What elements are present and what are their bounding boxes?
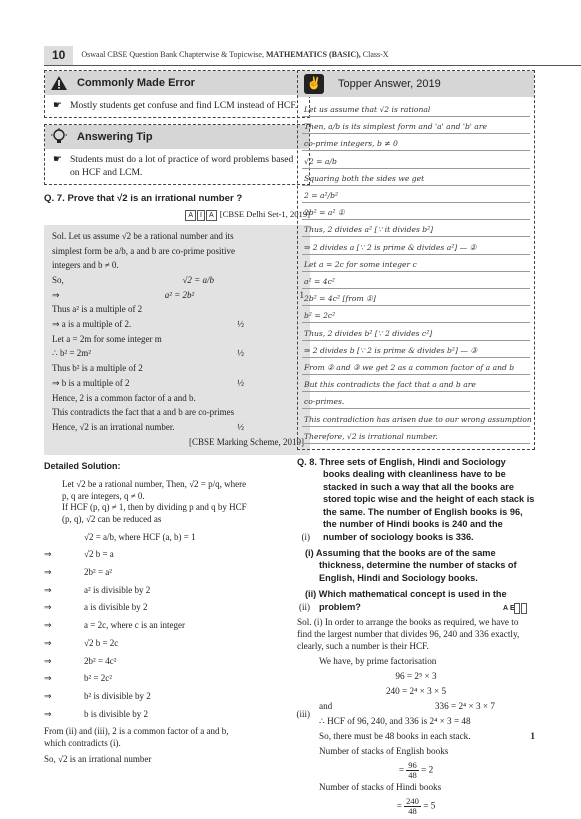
handwritten-line: This contradiction has arisen due to our wrong assumption <box>304 414 532 424</box>
handwritten-line: From ② and ③ we get 2 as a common factor of a and b <box>304 363 515 372</box>
ruled-line <box>302 271 530 272</box>
common-error-box <box>44 70 310 118</box>
ruled-line <box>302 133 530 134</box>
header-title: Oswaal CBSE Question Bank Chapterwise & Topicwise, MATHEMATICS (BASIC), Class-X <box>81 50 389 60</box>
detailed-step: ⇒ a² is divisible by 2 <box>44 584 151 595</box>
topper-answer-box <box>297 70 535 450</box>
detailed-step: ⇒ 2b² = a² <box>44 567 112 578</box>
detailed-step: ⇒ 2b² = 4c² <box>44 655 117 666</box>
ruled-line <box>302 322 530 323</box>
ruled-line <box>302 116 530 117</box>
ruled-line <box>302 219 530 220</box>
handwritten-line: But this contradicts the fact that a and b are <box>304 380 476 390</box>
handwritten-line: Let a = 2c for some integer c <box>304 259 417 269</box>
tag-a: A <box>514 603 520 614</box>
detailed-step: √2 = a/b, where HCF (a, b) = 1 (i) <box>84 531 310 542</box>
ruled-line <box>302 305 530 306</box>
warning-icon <box>49 73 69 93</box>
detailed-steps <box>44 532 310 721</box>
answering-tip-box <box>44 124 310 185</box>
detailed-step: ⇒ b is divisible by 2 (iii) <box>44 708 310 719</box>
handwritten-line: ⇒ 2 divides b [∵ 2 is prime & divides b²] — ③ <box>304 345 478 355</box>
ruled-line <box>302 236 530 237</box>
detailed-step: ⇒ a = 2c, where c is an integer <box>44 620 186 631</box>
lightbulb-icon <box>49 127 69 147</box>
pointer-icon: ☛ <box>53 100 62 111</box>
victory-hand-icon: ✌ <box>304 74 324 94</box>
ruled-line <box>302 426 530 427</box>
handwritten-line: 2 = a²/b² <box>304 191 339 200</box>
right-column <box>297 70 535 819</box>
common-error-title: Commonly Made Error <box>77 76 195 89</box>
ruled-line <box>302 391 530 392</box>
handwritten-line: Thus, 2 divides a² [∵ it divides b²] <box>304 225 434 235</box>
ruled-line <box>302 150 530 151</box>
tag-i: I <box>197 210 205 221</box>
detailed-step: ⇒ b² is divisible by 2 <box>44 690 151 701</box>
handwritten-line: co-prime integers, b ≠ 0 <box>304 139 398 149</box>
ruled-line <box>302 443 530 444</box>
handwritten-line: 2b² = a² ① <box>304 208 345 218</box>
marking-scheme-solution: Sol. Let us assume √2 be a rational number and its simplest form be a/b, a and b are co-prime positive integers and b ≠ 0. So, √2 = a/b ⇒ a² = 2b² 1 Thus a² is a multiple of 2 ⇒ a is a multiple of 2. ½ Let a = 2m for some integer m ∴ b² = 2m² ½ Thus b² is a multiple of 2 ⇒ b is a multiple of 2 ½ Hence, 2 is a common factor of a and b. This contradicts the fact that a and b are co-primes Hence, √2 is an irrational number. ½ [CBSE Marking Scheme, 2019] <box>44 225 310 455</box>
ruled-line <box>302 202 530 203</box>
common-error-text: Mostly students get confuse and find LCM instead of HCF. <box>69 100 298 111</box>
q7-source-row <box>44 209 310 221</box>
detailed-intro: Let √2 be a rational number, Then, √2 = p/q, where p, q are integers, q ≠ 0. If HCF (p, q) ≠ 1, then by dividing p and q by HCF (p, q), √2 can be reduced as <box>62 478 247 525</box>
tag-e: E <box>521 603 527 614</box>
handwritten-line: √2 = a/b <box>304 156 337 166</box>
ruled-line <box>302 288 530 289</box>
q8-question: Q. 8. Three sets of English, Hindi and Sociology books dealing with cleanliness have to be stacked in such a way that all the books are stored topic wise and the height of each stack is the same. The number of English books is 96, the number of Hindi books is 240 and the number of sociology books is 336. (i) Assuming that the books are of the same thickness, determine the number of stacks of English, Hindi and Sociology books. (ii) Which mathematical concept is used in the problem? A E <box>297 456 535 613</box>
ruled-line <box>302 357 530 358</box>
page-number: 10 <box>44 46 73 66</box>
handwritten-line: co-primes. <box>304 397 345 407</box>
left-column <box>44 70 310 765</box>
handwritten-line: 2b² = 4c² [from ①] <box>304 294 376 304</box>
answering-tip-text: Students must do a lot of practice of word problems based on HCF and LCM. <box>69 154 294 178</box>
topper-title: Topper Answer, 2019 <box>338 77 441 90</box>
detailed-conclusion: From (ii) and (iii), 2 is a common factor of a and b, which contradicts (i). So, √2 is an irrational number <box>44 726 229 764</box>
ruled-line <box>302 340 530 341</box>
detailed-step: ⇒ a is divisible by 2 (ii) <box>44 602 310 613</box>
handwritten-line: Let us assume that √2 is rational <box>304 105 431 114</box>
detailed-step: ⇒ √2 b = 2c <box>44 637 119 648</box>
ruled-line <box>302 408 530 409</box>
detailed-step: ⇒ b² = 2c² <box>44 673 112 684</box>
ruled-line <box>302 374 530 375</box>
handwritten-line: ⇒ 2 divides a [∵ 2 is prime & divides a²] — ② <box>304 242 477 252</box>
handwritten-line: a² = 4c² <box>304 277 335 286</box>
handwritten-line: Therefore, √2 is irrational number. <box>304 431 438 441</box>
detailed-step: ⇒ √2 b = a <box>44 549 114 560</box>
handwritten-line: Thus, 2 divides b² [∵ 2 divides c²] <box>304 328 433 338</box>
ruled-line <box>302 185 530 186</box>
tag-a2: A <box>206 210 217 221</box>
q7-source: [CBSE Delhi Set-1, 2019] <box>219 208 310 219</box>
ruled-line <box>302 254 530 255</box>
handwritten-line: b² = 2c² <box>304 311 336 321</box>
handwritten-line: Then, a/b is its simplest form and 'a' and 'b' are <box>304 122 487 132</box>
answering-tip-title: Answering Tip <box>77 131 153 144</box>
q7-title: Q. 7. Prove that √2 is an irrational number ? <box>44 193 243 205</box>
ruled-line <box>302 168 530 169</box>
handwritten-line: Squaring both the sides we get <box>304 173 425 183</box>
pointer-icon: ☛ <box>53 154 62 166</box>
page-header <box>44 46 581 66</box>
detailed-solution-heading: Detailed Solution: <box>44 461 121 472</box>
tag-a: A <box>185 210 196 221</box>
q8-solution: Sol. (i) In order to arrange the books as required, we have to find the largest number that divides 96, 240 and 336 exactly, clearly, such a number is their HCF. We have, by prime factorisation 96 = 2⁵ × 3 240 = 2⁴ × 3 × 5 and 336 = 2⁴ × 3 × 7 ∴ HCF of 96, 240, and 336 is 2⁴ × 3 = 48 So, there must be 48 books in each stack. 1 Number of stacks of English books = $\frac{96}{48}$ = 2 Number of stacks of Hindi books = $\frac{240}{48}$ = 5 <box>297 617 535 817</box>
